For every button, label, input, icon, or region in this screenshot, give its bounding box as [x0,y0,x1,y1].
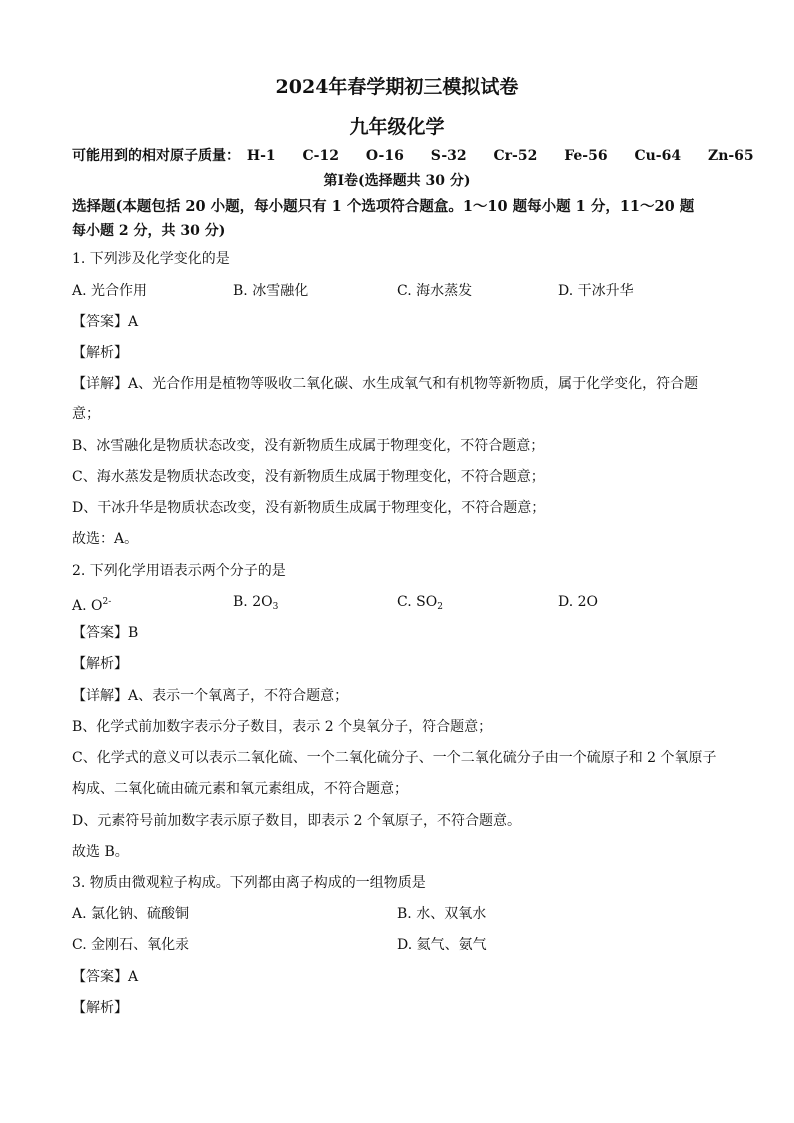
q2-detail-d: D、元素符号前加数字表示原子数目，即表示 2 个氧原子，不符合题意。 [72,813,522,829]
page-title: 2024年春学期初三模拟试卷 [275,76,519,98]
mass-o: O-16 [365,148,404,164]
q1-detail-d: D、干冰升华是物质状态改变，没有新物质生成属于物理变化，不符合题意； [72,500,546,516]
q2-answer: 【答案】B [72,625,139,641]
q1-conclusion: 故选：A。 [72,531,139,547]
q2-detail-a: 【详解】A、表示一个氧离子，不符合题意； [72,688,349,704]
q1-detail-c: C、海水蒸发是物质状态改变，没有新物质生成属于物理变化，不符合题意； [72,469,545,485]
q1-analysis-label: 【解析】 [72,345,128,361]
q3-answer: 【答案】A [72,969,139,985]
mass-h: H-1 [246,148,276,164]
q2-option-b-text: B. 2O [233,594,273,610]
q2-option-b [233,592,278,617]
q1-detail-cont: 意； [72,406,100,422]
atomic-masses-label: 可能用到的相对原子质量： [72,148,240,164]
q2-conclusion: 故选 B。 [72,844,129,860]
q3-option-b: B. 水、双氧水 [397,906,487,922]
q2-option-a-text: A. O [72,598,103,614]
mass-c: C-12 [302,148,339,164]
q1-answer: 【答案】A [72,314,139,330]
part-heading: 第Ⅰ卷(选择题共 30 分) [323,173,471,189]
q2-detail-b: B、化学式前加数字表示分子数目，表示 2 个臭氧分子，符合题意； [72,719,493,735]
mass-cr: Cr-52 [493,148,538,164]
q3-option-c: C. 金刚石、氧化汞 [72,937,190,953]
mass-cu: Cu-64 [634,148,682,164]
q3-option-d: D. 氦气、氨气 [397,937,487,953]
q1-option-d: D. 干冰升华 [558,283,634,299]
question-1-stem: 1. 下列涉及化学变化的是 [72,251,230,267]
question-2-stem: 2. 下列化学用语表示两个分子的是 [72,563,286,579]
q2-option-c [397,592,443,617]
section-instruction: 选择题(本题包括 20 小题，每小题只有 1 个选项符合题盒。1～10 题每小题 1 分，11～20 题 [72,198,695,215]
section-instruction-cont: 每小题 2 分，共 30 分) [72,223,226,239]
q1-option-c: C. 海水蒸发 [397,283,473,299]
q2-option-b-subscript: 3 [272,602,279,612]
q3-option-a: A. 氯化钠、硫酸铜 [72,906,190,922]
q1-detail-b: B、冰雪融化是物质状态改变，没有新物质生成属于物理变化，不符合题意； [72,438,545,454]
page-subtitle: 九年级化学 [349,116,445,138]
mass-zn: Zn-65 [707,148,754,164]
q2-option-a [72,592,111,616]
q2-detail-c-cont: 构成、二氧化硫由硫元素和氧元素组成，不符合题意； [72,781,408,797]
mass-fe: Fe-56 [564,148,608,164]
atomic-masses-line [72,146,754,166]
q1-option-b: B. 冰雪融化 [233,283,309,299]
question-3-stem: 3. 物质由微观粒子构成。下列都由离子构成的一组物质是 [72,875,426,891]
q2-option-d: D. 2O [558,594,599,610]
mass-s: S-32 [430,148,467,164]
q2-option-c-text: C. SO [397,594,438,610]
q1-detail: 【详解】A、光合作用是植物等吸收二氧化碳、水生成氧气和有机物等新物质，属于化学变化，符合题 [72,376,699,392]
q2-analysis-label: 【解析】 [72,656,128,672]
q2-detail-c: C、化学式的意义可以表示二氧化硫、一个二氧化硫分子、一个二氧化硫分子由一个硫原子和 2 个氧原子 [72,750,717,766]
q2-option-a-charge: 2- [102,597,112,607]
q3-analysis-label: 【解析】 [72,1000,128,1016]
q1-option-a: A. 光合作用 [72,283,148,299]
q2-option-c-subscript: 2 [437,602,443,612]
